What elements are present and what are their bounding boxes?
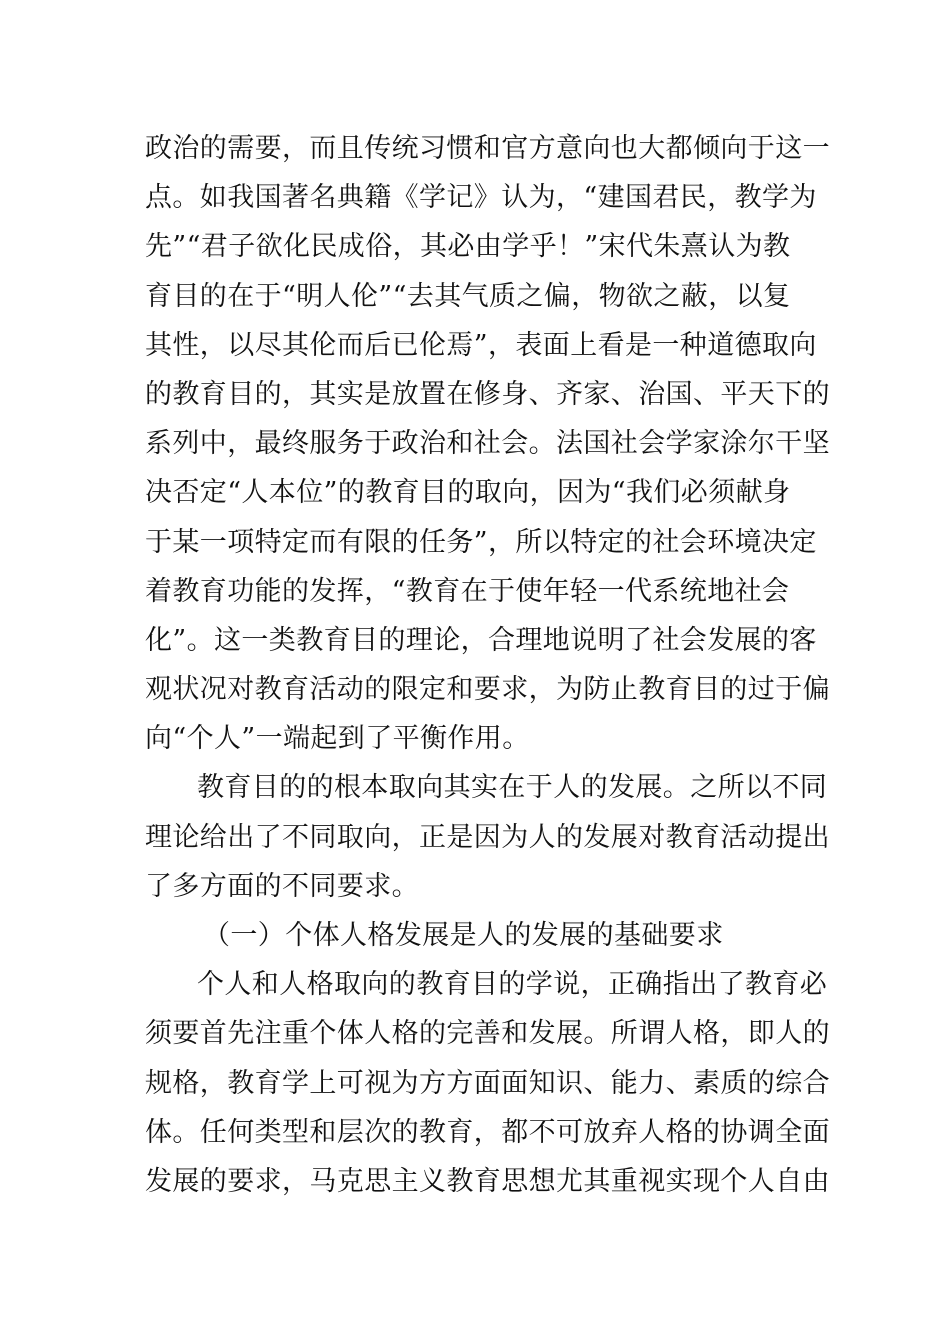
paragraph-first-line: 教育目的的根本取向其实在于人的发展。之所以不同 xyxy=(197,772,828,804)
text-line: 系列中，最终服务于政治和社会。法国社会学家涂尔干坚 xyxy=(145,428,830,460)
body-text xyxy=(145,124,830,1206)
text-line: 规格，教育学上可视为方方面面知识、能力、素质的综合 xyxy=(145,1067,830,1099)
text-line: 育目的在于“明人伦”“去其气质之偏，物欲之蔽，以复 xyxy=(145,280,791,312)
text-line: 其性，以尽其伦而后已伦焉”，表面上看是一种道德取向 xyxy=(145,329,817,361)
paragraph-first-line: 个人和人格取向的教育目的学说，正确指出了教育必 xyxy=(197,969,828,1001)
section-heading: （一）个体人格发展是人的发展的基础要求 xyxy=(203,920,724,951)
text-line: 体。任何类型和层次的教育，都不可放弃人格的协调全面 xyxy=(145,1116,830,1148)
text-line: 于某一项特定而有限的任务”，所以特定的社会环境决定 xyxy=(145,526,817,558)
text-line: 发展的要求，马克思主义教育思想尤其重视实现个人自由 xyxy=(145,1165,830,1197)
text-line: 向“个人”一端起到了平衡作用。 xyxy=(145,723,530,755)
text-line: 决否定“人本位”的教育目的取向，因为“我们必须献身 xyxy=(145,477,791,509)
text-line: 点。如我国著名典籍《学记》认为，“建国君民，教学为 xyxy=(145,182,817,214)
text-line: 的教育目的，其实是放置在修身、齐家、治国、平天下的 xyxy=(145,378,830,410)
text-line: 政治的需要，而且传统习惯和官方意向也大都倾向于这一 xyxy=(145,133,830,164)
text-line: 先”“君子欲化民成俗，其必由学乎！”宋代朱熹认为教 xyxy=(145,231,791,263)
text-line: 观状况对教育活动的限定和要求，为防止教育目的过于偏 xyxy=(145,674,830,706)
text-line: 了多方面的不同要求。 xyxy=(145,870,419,902)
text-line: 须要首先注重个体人格的完善和发展。所谓人格，即人的 xyxy=(145,1018,830,1050)
text-line: 着教育功能的发挥，“教育在于使年轻一代系统地社会 xyxy=(145,575,790,607)
text-line: 理论给出了不同取向，正是因为人的发展对教育活动提出 xyxy=(145,821,830,853)
text-line: 化”。这一类教育目的理论，合理地说明了社会发展的客 xyxy=(145,624,817,656)
